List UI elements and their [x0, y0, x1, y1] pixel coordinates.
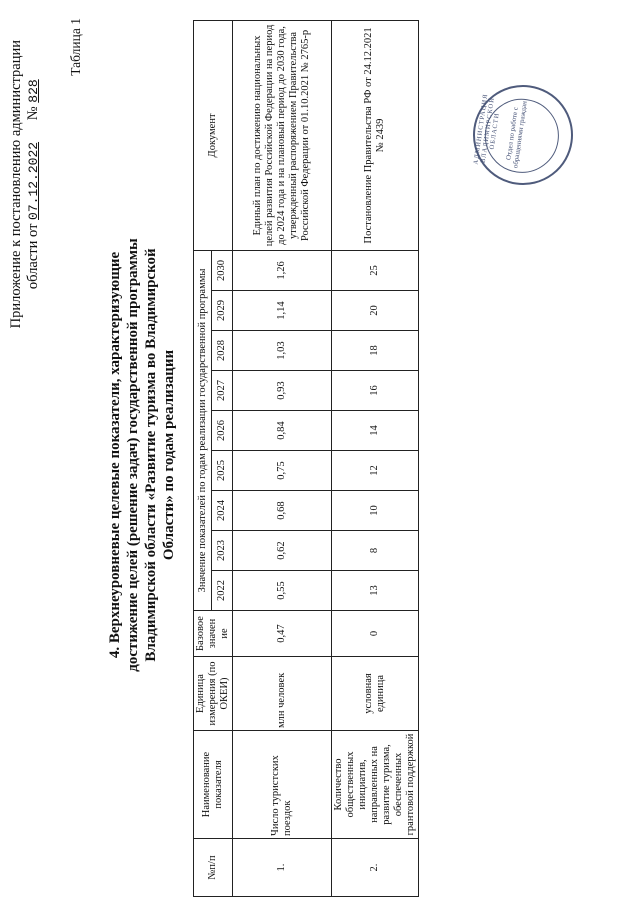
appendix-line2	[25, 40, 42, 328]
year-header: 2029	[212, 291, 233, 331]
row-value: 0,62	[233, 531, 332, 571]
row-value: 0,55	[233, 571, 332, 611]
row-value: 0,68	[233, 491, 332, 531]
appendix-number-prefix: №	[25, 106, 41, 121]
header-values-group: Значение показателей по годам реализации государственной программы	[194, 250, 212, 610]
row-name: Количество общественных инициатив, направленных на развитие туризма, обеспеченных грантовой поддержкой	[332, 731, 419, 839]
row-value: 12	[332, 451, 419, 491]
row-value: 20	[332, 291, 419, 331]
row-value: 1,14	[233, 291, 332, 331]
appendix-number: 828	[26, 79, 41, 103]
row-value: 0,75	[233, 451, 332, 491]
section-heading	[106, 175, 178, 735]
table-label: Таблица 1	[68, 18, 83, 76]
row-value: 13	[332, 571, 419, 611]
stamp-rim-text: АДМИНИСТРАЦИЯ ВЛАДИМИРСКОЙ ОБЛАСТИ	[472, 93, 501, 165]
year-header: 2027	[212, 371, 233, 411]
row-value: 14	[332, 411, 419, 451]
appendix-line2-prefix: области от	[25, 223, 41, 290]
appendix-date: 07.12.2022	[26, 141, 41, 220]
heading-line1: 4. Верхнеуровневые целевые показатели, характеризующие	[107, 251, 123, 659]
row-document: Постановление Правительства РФ от 24.12.2021 № 2439	[332, 20, 419, 250]
year-header: 2025	[212, 451, 233, 491]
header-base: Базовое значен ие	[194, 611, 233, 657]
row-value: 1,03	[233, 331, 332, 371]
heading-line3: Владимирской области «Развитие туризма во Владимирской	[143, 248, 159, 662]
row-value: 25	[332, 250, 419, 290]
row-value: 0,93	[233, 371, 332, 411]
year-header: 2024	[212, 491, 233, 531]
year-header: 2026	[212, 411, 233, 451]
row-value: 8	[332, 531, 419, 571]
row-value: 1,26	[233, 250, 332, 290]
year-header: 2028	[212, 331, 233, 371]
row-name: Число туристских поездок	[233, 731, 332, 839]
row-value: 16	[332, 371, 419, 411]
year-header: 2023	[212, 531, 233, 571]
table-row	[233, 20, 332, 896]
header-unit: Единица измерения (по ОКЕИ)	[194, 657, 233, 731]
row-base: 0,47	[233, 611, 332, 657]
year-header: 2030	[212, 250, 233, 290]
row-value: 10	[332, 491, 419, 531]
header-num: №п/п	[194, 839, 233, 897]
header-name: Наименование показателя	[194, 731, 233, 839]
heading-line4: Области» по годам реализации	[161, 349, 177, 561]
row-unit: условная единица	[332, 657, 419, 731]
header-row-top	[194, 20, 212, 896]
row-value: 18	[332, 331, 419, 371]
indicators-table	[193, 20, 419, 897]
stamp-center-text: Отдел по работе с обращениями граждан	[504, 100, 529, 169]
row-num: 2.	[332, 839, 419, 897]
appendix-line1: Приложение к постановлению администрации	[8, 40, 24, 329]
row-base: 0	[332, 611, 419, 657]
year-header: 2022	[212, 571, 233, 611]
table-row	[332, 20, 419, 896]
official-stamp	[467, 79, 580, 192]
heading-line2: достижение целей (решение задач) государственной программы	[125, 238, 141, 672]
row-num: 1.	[233, 839, 332, 897]
row-unit: млн человек	[233, 657, 332, 731]
row-document: Единый план по достижению национальных целей развития Российской Федерации на период до 2024 года и на плановый период до 2030 года, утвержденный распоряжением Правительства Российской Федерации от 01.10.2021 № 2765-р	[233, 20, 332, 250]
row-value: 0,84	[233, 411, 332, 451]
appendix-header	[8, 40, 42, 328]
header-document: Документ	[194, 20, 233, 250]
